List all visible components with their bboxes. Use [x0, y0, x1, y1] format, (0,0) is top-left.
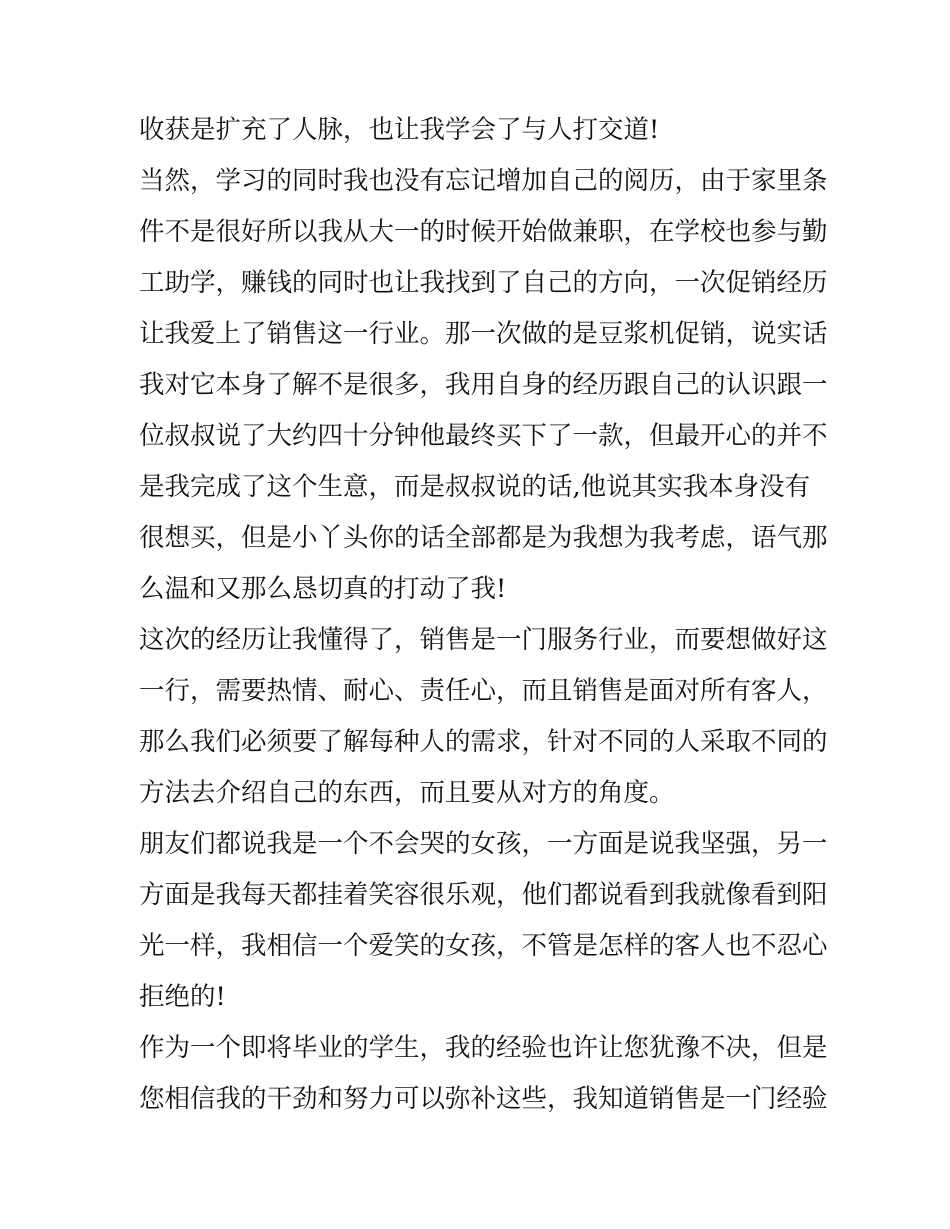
text-line: 工助学，赚钱的同时也让我找到了自己的方向，一次促销经历: [139, 268, 828, 298]
text-line: 一行，需要热情、耐心、责任心，而且销售是面对所有客人，: [139, 676, 828, 706]
text-line: 这次的经历让我懂得了，销售是一门服务行业，而要想做好这: [139, 625, 828, 655]
text-line: 当然，学习的同时我也没有忘记增加自己的阅历，由于家里条: [139, 166, 828, 196]
text-line: 位叔叔说了大约四十分钟他最终买下了一款，但最开心的并不: [139, 421, 828, 451]
text-line: 朋友们都说我是一个不会哭的女孩，一方面是说我坚强，另一: [139, 829, 828, 859]
text-line: 光一样，我相信一个爱笑的女孩，不管是怎样的客人也不忍心: [139, 931, 828, 961]
text-line: 方法去介绍自己的东西，而且要从对方的角度。: [139, 778, 675, 808]
text-line: 作为一个即将毕业的学生，我的经验也许让您犹豫不决，但是: [139, 1033, 828, 1063]
text-line: 方面是我每天都挂着笑容很乐观，他们都说看到我就像看到阳: [139, 880, 828, 910]
document-text-body: [139, 105, 829, 1125]
text-line: 您相信我的干劲和努力可以弥补这些，我知道销售是一门经验: [139, 1084, 828, 1114]
text-line: 件不是很好所以我从大一的时候开始做兼职，在学校也参与勤: [139, 217, 828, 247]
text-line: 那么我们必须要了解每种人的需求，针对不同的人采取不同的: [139, 727, 828, 757]
text-line: 收获是扩充了人脉，也让我学会了与人打交道!: [139, 115, 660, 145]
text-line: 我对它本身了解不是很多，我用自身的经历跟自己的认识跟一: [139, 370, 828, 400]
text-line: 很想买，但是小丫头你的话全部都是为我想为我考虑，语气那: [139, 523, 828, 553]
text-line: 么温和又那么恳切真的打动了我!: [139, 574, 507, 604]
text-line: 拒绝的!: [139, 982, 226, 1012]
text-line: 是我完成了这个生意，而是叔叔说的话,他说其实我本身没有: [139, 472, 811, 502]
text-line: 让我爱上了销售这一行业。那一次做的是豆浆机促销，说实话: [139, 319, 828, 349]
